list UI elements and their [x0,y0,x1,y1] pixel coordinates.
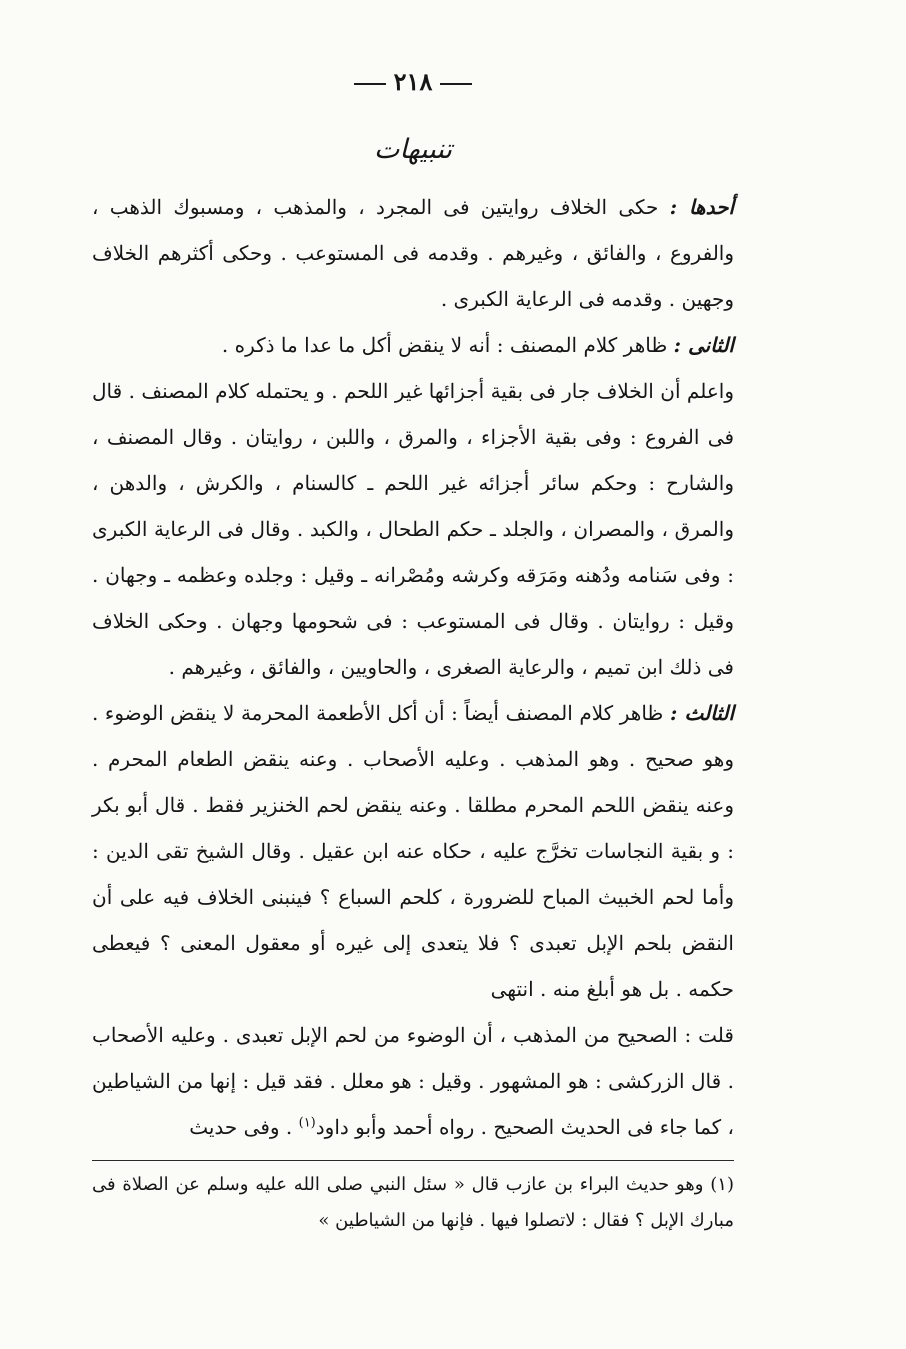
header-dash-left [354,83,386,85]
paragraph-text: قلت : الصحيح من المذهب ، أن الوضوء من لحم الإبل تعبدى . وعليه الأصحاب . قال الزركشى : هو المشهور . وقيل : هو معلل . فقد قيل : إنها من الشياطين ، كما جاء فى الحديث الصحيح . رواه أحمد وأبو داود [92,1023,734,1139]
footnote-reference[interactable]: (١) [298,1115,316,1131]
paragraph-author-opinion [92,1012,734,1150]
paragraph-second-note [92,322,734,368]
page-header [92,60,734,104]
page-number: ٢١٨ [393,67,433,96]
paragraph-tail: . وفى حديث [189,1115,293,1139]
section-title: تنبيهات [373,134,453,165]
footnote-separator [92,1160,734,1161]
paragraph-lead: أحدها : [669,195,735,219]
paragraph-text: ظاهر كلام المصنف أيضاً : أن أكل الأطعمة المحرمة لا ينقض الوضوء . وهو صحيح . وهو المذهب . وعليه الأصحاب . وعنه ينقض الطعام المحرم . وعنه ينقض اللحم المحرم مطلقا . وعنه ينقض لحم الخنزير فقط . قال أبو بكر : و بقية النجاسات تخرَّج عليه ، حكاه عنه ابن عقيل . وقال الشيخ تقى الدين : وأما لحم الخبيث المباح للضرورة ، كلحم السباع ؟ فينبنى الخلاف فيه على أن النقض بلحم الإبل تعبدى ؟ فلا يتعدى إلى غيره أو معقول المعنى ؟ فيعطى حكمه . بل هو أبلغ منه . انتهى [92,701,734,1001]
footnote [92,1167,734,1239]
paragraph-first-note [92,184,734,322]
paragraph-third-note [92,690,734,1012]
paragraph-text: واعلم أن الخلاف جار فى بقية أجزائها غير اللحم . و يحتمله كلام المصنف . قال فى الفروع : وفى بقية الأجزاء ، والمرق ، واللبن ، روايتان . وقال المصنف ، والشارح : وحكم سائر أجزائه غير اللحم ـ كالسنام ، والكرش ، والدهن ، والمرق ، والمصران ، والجلد ـ حكم الطحال ، والكبد . وقال فى الرعاية الكبرى : وفى سَنامه ودُهنه ومَرَقه وكرشه ومُصْرانه ـ وقيل : وجلده وعظمه ـ وجهان . وقيل : روايتان . وقال فى المستوعب : فى شحومها وجهان . وحكى الخلاف فى ذلك ابن تميم ، والرعاية الصغرى ، والحاويين ، والفائق ، وغيرهم . [92,379,735,679]
header-dash-right [440,83,472,85]
document-page [92,60,734,1239]
paragraph-lead: الثانى : [673,333,734,357]
paragraph-parts-discussion [92,368,734,690]
paragraph-lead: الثالث : [669,701,735,725]
paragraph-text: حكى الخلاف روايتين فى المجرد ، والمذهب ، ومسبوك الذهب ، والفروع ، والفائق ، وغيرهم . وقدمه فى المستوعب . وحكى أكثرهم الخلاف وجهين . وقدمه فى الرعاية الكبرى . [92,195,734,311]
footnote-marker: (١) [710,1174,734,1195]
footnote-text: وهو حديث البراء بن عازب قال « سئل النبي صلى الله عليه وسلم عن الصلاة فى مبارك الإبل ؟ فقال : لاتصلوا فيها . فإنها من الشياطين » [92,1174,734,1231]
paragraph-text: ظاهر كلام المصنف : أنه لا ينقض أكل ما عدا ما ذكره . [221,333,668,357]
